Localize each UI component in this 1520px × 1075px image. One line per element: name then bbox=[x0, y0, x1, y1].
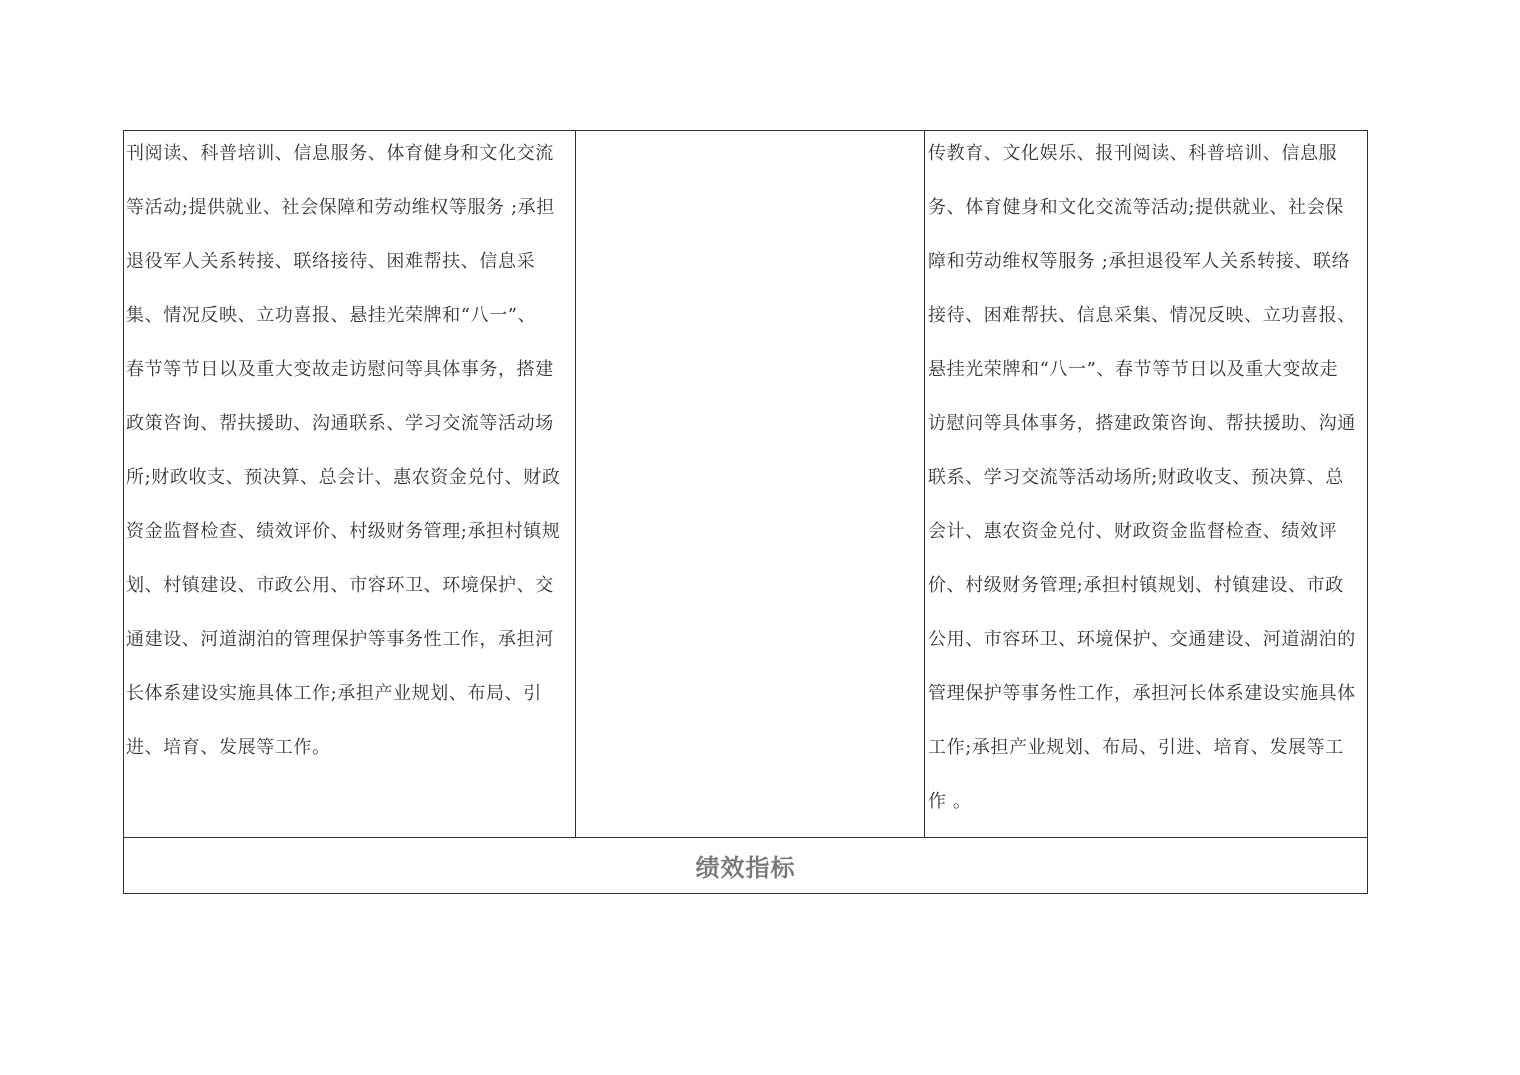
section-title: 绩效指标 bbox=[695, 854, 796, 882]
document-table bbox=[123, 130, 1368, 894]
left-cell-text: 刊阅读、科普培训、信息服务、体育健身和文化交流 等活动;提供就业、社会保障和劳动维权等服务 ;承担 退役军人关系转接、联络接待、困难帮扶、信息采 集、情况反映、立功喜报、悬挂光荣牌和“八一”、 春节等节日以及重大变故走访慰问等具体事务，搭建 政策咨询、帮扶援助、沟通联系、学习交流等活动场 所;财政收支、预决算、总会计、惠农资金兑付、财政 资金监督检查、绩效评价、村级财务管理;承担村镇规 划、村镇建设、市政公用、市容环卫、环境保护、交 通建设、河道湖泊的管理保护等事务性工作，承担河 长体系建设实施具体工作;承担产业规划、布局、引 进、培育、发展等工作。 bbox=[126, 143, 561, 758]
section-header-row bbox=[124, 838, 1368, 894]
middle-cell bbox=[576, 131, 925, 838]
right-cell-text: 传教育、文化娱乐、报刊阅读、科普培训、信息服 务、体育健身和文化交流等活动;提供就业、社会保 障和劳动维权等服务 ;承担退役军人关系转接、联络 接待、困难帮扶、信息采集、情况反映、立功喜报、 悬挂光荣牌和“八一”、春节等节日以及重大变故走 访慰问等具体事务，搭建政策咨询、帮扶援助、沟通 联系、学习交流等活动场所;财政收支、预决算、总 会计、惠农资金兑付、财政资金监督检查、绩效评 价、村级财务管理;承担村镇规划、村镇建设、市政 公用、市容环卫、环境保护、交通建设、河道湖泊的 管理保护等事务性工作，承担河长体系建设实施具体 工作;承担产业规划、布局、引进、培育、发展等工 作 。 bbox=[928, 143, 1356, 812]
right-cell bbox=[925, 131, 1368, 838]
section-header-cell bbox=[124, 838, 1368, 894]
content-row bbox=[124, 131, 1368, 838]
left-cell bbox=[124, 131, 576, 838]
